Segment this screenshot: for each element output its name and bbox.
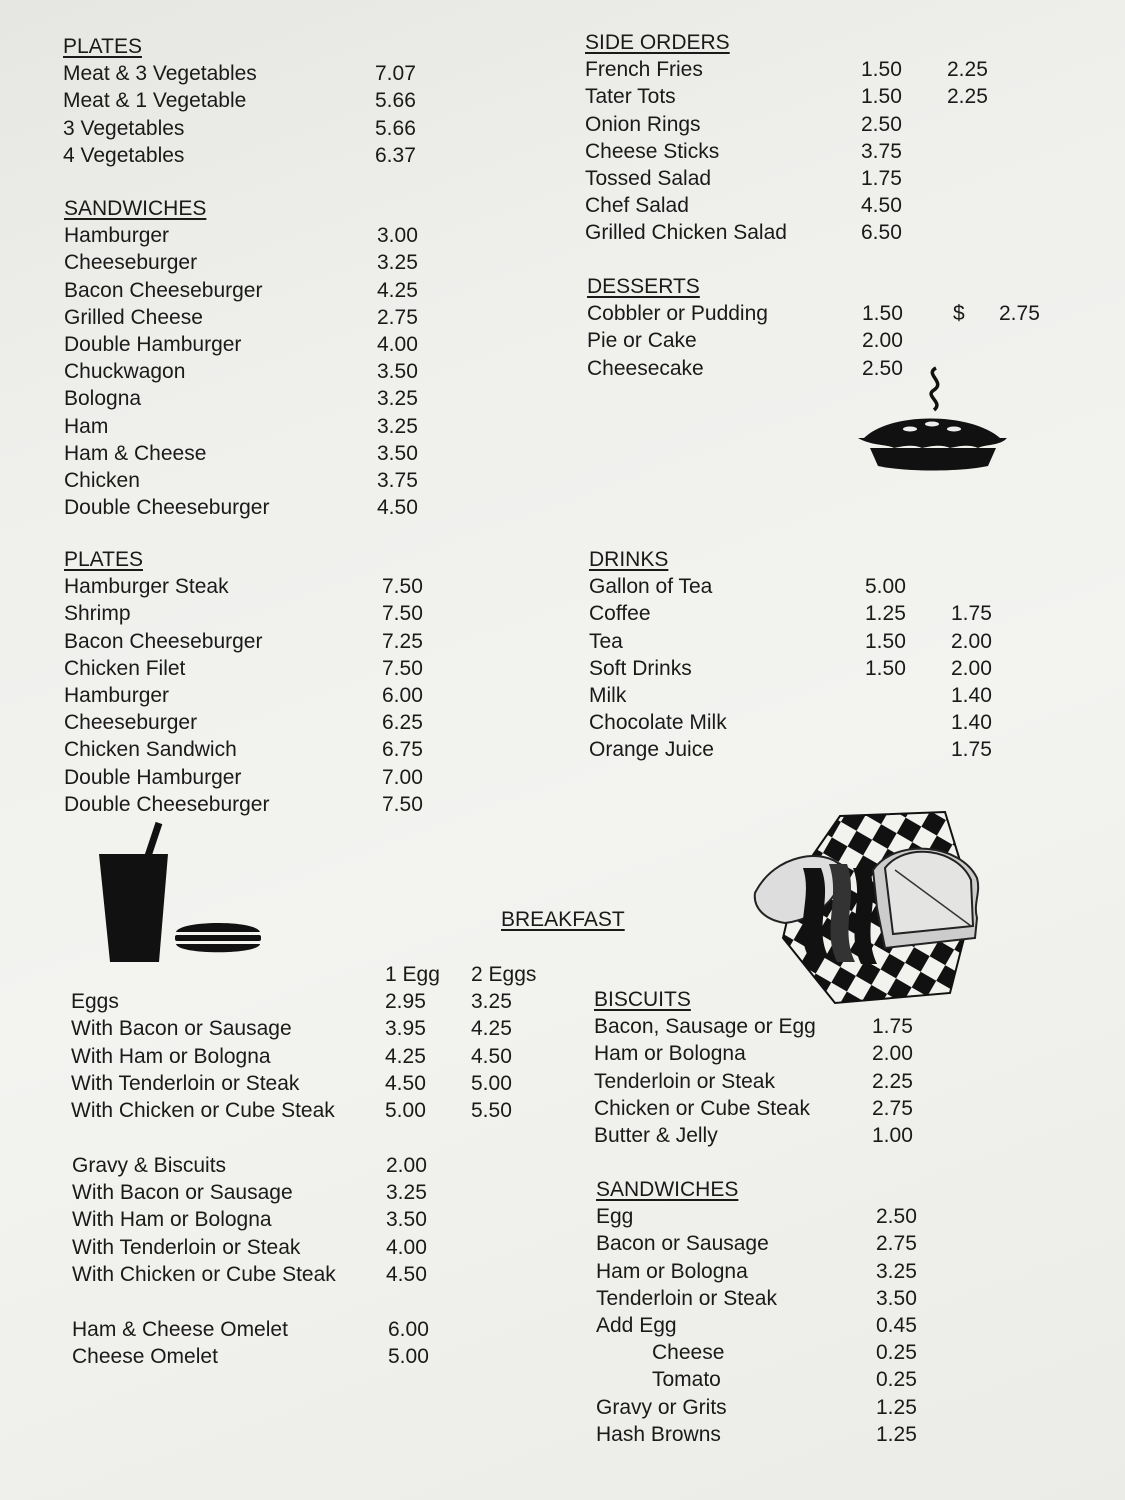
item-price: 4.50 [861, 194, 902, 218]
item-name: Add Egg [596, 1313, 677, 1337]
menu-item [64, 249, 418, 276]
item-price: 3.25 [377, 414, 418, 438]
menu-item [64, 736, 423, 763]
menu-item [596, 1366, 917, 1393]
section-heading: DESSERTS [587, 275, 700, 298]
item-name: Gravy & Biscuits [72, 1154, 227, 1177]
item-price-large: 2.00 [951, 629, 992, 653]
item-price: 1.25 [865, 602, 906, 626]
menu-item [596, 1203, 917, 1230]
menu-item [64, 413, 418, 440]
menu-item [596, 1285, 917, 1312]
item-price: 2.50 [876, 1205, 917, 1229]
item-name: Cheeseburger [64, 251, 198, 275]
item-price-large: 2.25 [947, 58, 988, 82]
item-price: 1.25 [876, 1395, 917, 1419]
item-name: Hamburger Steak [64, 575, 229, 599]
menu-item [596, 1339, 917, 1366]
item-name: Ham or Bologna [596, 1259, 748, 1283]
item-price: 1.50 [861, 58, 902, 82]
item-price-large: 1.75 [951, 602, 992, 626]
item-name: Chef Salad [585, 194, 689, 218]
item-name: Double Cheeseburger [64, 792, 270, 816]
menu-item [64, 600, 423, 627]
item-price: 2.75 [377, 305, 418, 329]
item-list [585, 56, 988, 246]
item-price: 0.25 [876, 1341, 917, 1365]
item-price: 7.07 [375, 62, 416, 86]
menu-item [585, 165, 902, 192]
menu-item [63, 115, 416, 142]
menu-item [596, 1258, 917, 1285]
menu-item [594, 1095, 913, 1122]
item-price: 3.75 [377, 468, 418, 492]
item-name: With Ham or Bologna [71, 1044, 271, 1068]
menu-item [589, 709, 992, 736]
item-price: 2.95 [385, 990, 426, 1014]
item-name: Chuckwagon [64, 360, 186, 384]
menu-item [587, 355, 903, 382]
item-name: Soft Drinks [589, 656, 692, 680]
item-name: Cheesecake [587, 356, 704, 380]
item-name: Ham & Cheese [64, 441, 207, 465]
item-price: 0.45 [876, 1313, 917, 1337]
drinks-section [589, 546, 992, 764]
item-price: 2.00 [386, 1154, 427, 1177]
menu-item [64, 764, 423, 791]
item-list [587, 300, 1040, 382]
side-orders-section [585, 29, 988, 247]
item-name: Cobbler or Pudding [587, 302, 768, 326]
item-price-large: 2.00 [951, 656, 992, 680]
menu-item [585, 111, 902, 138]
item-name: With Ham or Bologna [72, 1208, 272, 1232]
menu-item [594, 1040, 913, 1067]
item-name: Orange Juice [589, 738, 714, 762]
item-price: 4.00 [377, 332, 418, 356]
menu-item [64, 573, 423, 600]
menu-item [585, 138, 902, 165]
menu-item [585, 219, 902, 246]
item-price: 7.50 [382, 602, 423, 626]
item-price: 1.50 [865, 629, 906, 653]
item-price-large: 2.75 [999, 302, 1040, 326]
item-list [64, 222, 418, 521]
menu-item [585, 192, 902, 219]
item-price: 6.50 [861, 221, 902, 245]
item-name: With Tenderloin or Steak [72, 1235, 301, 1259]
item-name: Milk [589, 683, 627, 707]
menu-item [594, 1122, 913, 1149]
item-name: Egg [596, 1205, 634, 1229]
item-name: With Bacon or Sausage [71, 1017, 292, 1041]
item-name: Tater Tots [585, 85, 676, 109]
bacon-toast-checkered-icon [745, 808, 990, 1008]
item-name: Hamburger [64, 683, 170, 707]
item-price: 3.25 [876, 1259, 917, 1283]
item-price: 5.00 [385, 1098, 426, 1122]
drink-cup-icon [96, 820, 176, 965]
item-name: Chicken Filet [64, 656, 186, 680]
menu-item [64, 682, 423, 709]
item-price: 0.25 [876, 1368, 917, 1392]
menu-item [585, 83, 988, 110]
item-name: Meat & 1 Vegetable [63, 89, 247, 113]
menu-item [594, 1013, 913, 1040]
item-price-large: 1.40 [951, 711, 992, 735]
item-price: 1.75 [861, 166, 902, 190]
item-name: Cheese Omelet [72, 1345, 218, 1369]
menu-item [64, 358, 418, 385]
item-price: 7.50 [382, 656, 423, 680]
menu-item [63, 142, 416, 169]
item-price: 3.50 [377, 441, 418, 465]
sandwiches-section-1 [64, 195, 418, 521]
item-list [63, 60, 416, 169]
menu-item [64, 467, 418, 494]
menu-item [64, 331, 418, 358]
item-price: 3.25 [386, 1181, 427, 1205]
item-price: 5.00 [865, 575, 906, 599]
menu-item [64, 440, 418, 467]
section-heading: SIDE ORDERS [585, 31, 730, 54]
item-name: Double Hamburger [64, 765, 242, 789]
item-price: 3.75 [861, 139, 902, 163]
menu-item [596, 1394, 917, 1421]
item-name: Cheese Sticks [585, 139, 720, 163]
item-name: Onion Rings [585, 112, 701, 136]
item-name: Ham [64, 414, 109, 438]
item-list [589, 573, 992, 763]
item-price: 6.00 [388, 1318, 429, 1341]
item-name: Chicken or Cube Steak [594, 1096, 810, 1120]
section-heading: PLATES [64, 548, 143, 571]
item-name: Gallon of Tea [589, 575, 713, 599]
item-name: With Bacon or Sausage [72, 1181, 293, 1205]
menu-item [64, 385, 418, 412]
biscuits-section [594, 986, 913, 1149]
item-name: Cheese [652, 1341, 725, 1365]
item-price: 3.00 [377, 224, 418, 248]
item-name: Tenderloin or Steak [596, 1286, 777, 1310]
item-name: 4 Vegetables [63, 143, 185, 167]
item-price: 7.50 [382, 792, 423, 816]
item-price: 6.37 [375, 143, 416, 167]
burger-icon [172, 918, 264, 958]
item-list [594, 1013, 913, 1149]
item-price: 4.50 [377, 496, 418, 520]
item-name: Tea [589, 629, 623, 653]
item-price: 5.66 [375, 116, 416, 140]
sandwiches-section-2 [596, 1176, 917, 1448]
item-name: Grilled Chicken Salad [585, 221, 787, 245]
item-price: 3.25 [377, 387, 418, 411]
item-price-large: 5.00 [471, 1071, 512, 1095]
item-name: Pie or Cake [587, 329, 697, 353]
item-price: 7.50 [382, 575, 423, 599]
menu-item [587, 300, 1040, 327]
item-price: 2.25 [872, 1069, 913, 1093]
menu-item [64, 655, 423, 682]
item-name: French Fries [585, 58, 703, 82]
item-name: Double Cheeseburger [64, 496, 270, 520]
plates-section-2 [64, 546, 423, 818]
item-name: Chocolate Milk [589, 711, 727, 735]
item-name: Bacon Cheeseburger [64, 629, 263, 653]
menu-item [64, 277, 418, 304]
section-heading: SANDWICHES [596, 1178, 739, 1201]
item-price: 3.25 [377, 251, 418, 275]
item-name: With Tenderloin or Steak [71, 1071, 300, 1095]
item-price: 1.75 [872, 1015, 913, 1039]
item-name: With Chicken or Cube Steak [71, 1098, 335, 1122]
section-heading: DRINKS [589, 548, 669, 571]
menu-item [589, 628, 992, 655]
item-name: Bacon or Sausage [596, 1232, 769, 1256]
menu-item [596, 1421, 917, 1448]
item-price-large: 4.50 [471, 1044, 512, 1068]
currency-symbol: $ [953, 302, 965, 326]
menu-item [589, 682, 992, 709]
item-name: Tossed Salad [585, 166, 712, 190]
menu-item [64, 304, 418, 331]
item-name: 3 Vegetables [63, 116, 185, 140]
item-price: 4.00 [386, 1235, 427, 1259]
item-name: Hash Browns [596, 1422, 721, 1446]
menu-item [64, 628, 423, 655]
item-price: 1.50 [862, 302, 903, 326]
item-price: 2.00 [872, 1042, 913, 1066]
menu-item [589, 736, 992, 763]
item-name: Bacon Cheeseburger [64, 278, 263, 302]
pie-icon [850, 360, 1015, 480]
item-price: 3.50 [386, 1208, 427, 1232]
item-price: 2.00 [862, 329, 903, 353]
item-name: Hamburger [64, 224, 170, 248]
item-price: 4.50 [386, 1262, 427, 1286]
menu-item [589, 655, 992, 682]
item-name: With Chicken or Cube Steak [72, 1262, 336, 1286]
item-name: Ham or Bologna [594, 1042, 746, 1066]
item-price-large: 1.40 [951, 683, 992, 707]
item-price: 2.75 [876, 1232, 917, 1256]
item-price: 2.75 [872, 1096, 913, 1120]
item-price-large: 3.25 [471, 990, 512, 1014]
item-price: 7.25 [382, 629, 423, 653]
item-name: Chicken [64, 468, 140, 492]
item-price: 6.75 [382, 738, 423, 762]
item-name: Chicken Sandwich [64, 738, 237, 762]
item-name: Eggs [71, 990, 119, 1014]
item-name: Cheeseburger [64, 711, 198, 735]
item-name: Ham & Cheese Omelet [72, 1318, 288, 1341]
item-price: 4.50 [385, 1071, 426, 1095]
one-egg-header: 1 Egg [385, 963, 440, 986]
item-name: Shrimp [64, 602, 131, 626]
item-price: 5.00 [388, 1345, 429, 1369]
item-price: 6.00 [382, 683, 423, 707]
menu-item [589, 600, 992, 627]
item-price: 2.50 [862, 356, 903, 380]
item-price: 6.25 [382, 711, 423, 735]
item-price-large: 2.25 [947, 85, 988, 109]
menu-item [596, 1230, 917, 1257]
menu-item [63, 60, 416, 87]
menu-item [64, 709, 423, 736]
menu-item [63, 87, 416, 114]
plates-section-1 [63, 33, 416, 169]
item-price: 1.00 [872, 1123, 913, 1147]
item-name: Coffee [589, 602, 651, 626]
breakfast-title: BREAKFAST [501, 908, 625, 931]
item-name: Tomato [652, 1368, 721, 1392]
item-price: 3.95 [385, 1017, 426, 1041]
menu-item [596, 1312, 917, 1339]
item-list [64, 573, 423, 818]
item-price: 1.50 [861, 85, 902, 109]
item-price: 4.25 [377, 278, 418, 302]
two-eggs-header: 2 Eggs [471, 963, 537, 986]
menu-item [64, 494, 418, 521]
item-price-large: 4.25 [471, 1017, 512, 1041]
menu-item [587, 327, 903, 354]
menu-item [64, 791, 423, 818]
section-heading: BISCUITS [594, 988, 691, 1011]
item-name: Double Hamburger [64, 332, 242, 356]
item-name: Butter & Jelly [594, 1123, 718, 1147]
item-price: 3.50 [377, 360, 418, 384]
item-name: Tenderloin or Steak [594, 1069, 775, 1093]
item-name: Bologna [64, 387, 142, 411]
item-name: Meat & 3 Vegetables [63, 62, 257, 86]
item-price: 5.66 [375, 89, 416, 113]
item-price: 7.00 [382, 765, 423, 789]
item-price: 1.50 [865, 656, 906, 680]
item-price: 4.25 [385, 1044, 426, 1068]
desserts-section [587, 273, 1040, 382]
menu-item [64, 222, 418, 249]
item-list [596, 1203, 917, 1448]
item-price: 3.50 [876, 1286, 917, 1310]
menu-item [585, 56, 988, 83]
menu-item [594, 1068, 913, 1095]
item-name: Bacon, Sausage or Egg [594, 1015, 816, 1039]
item-name: Gravy or Grits [596, 1395, 727, 1419]
section-heading: PLATES [63, 35, 142, 58]
item-price: 2.50 [861, 112, 902, 136]
item-price-large: 5.50 [471, 1098, 512, 1122]
item-name: Grilled Cheese [64, 305, 203, 329]
item-price: 1.25 [876, 1422, 917, 1446]
menu-item [589, 573, 906, 600]
item-price-large: 1.75 [951, 738, 992, 762]
section-heading: SANDWICHES [64, 197, 207, 220]
